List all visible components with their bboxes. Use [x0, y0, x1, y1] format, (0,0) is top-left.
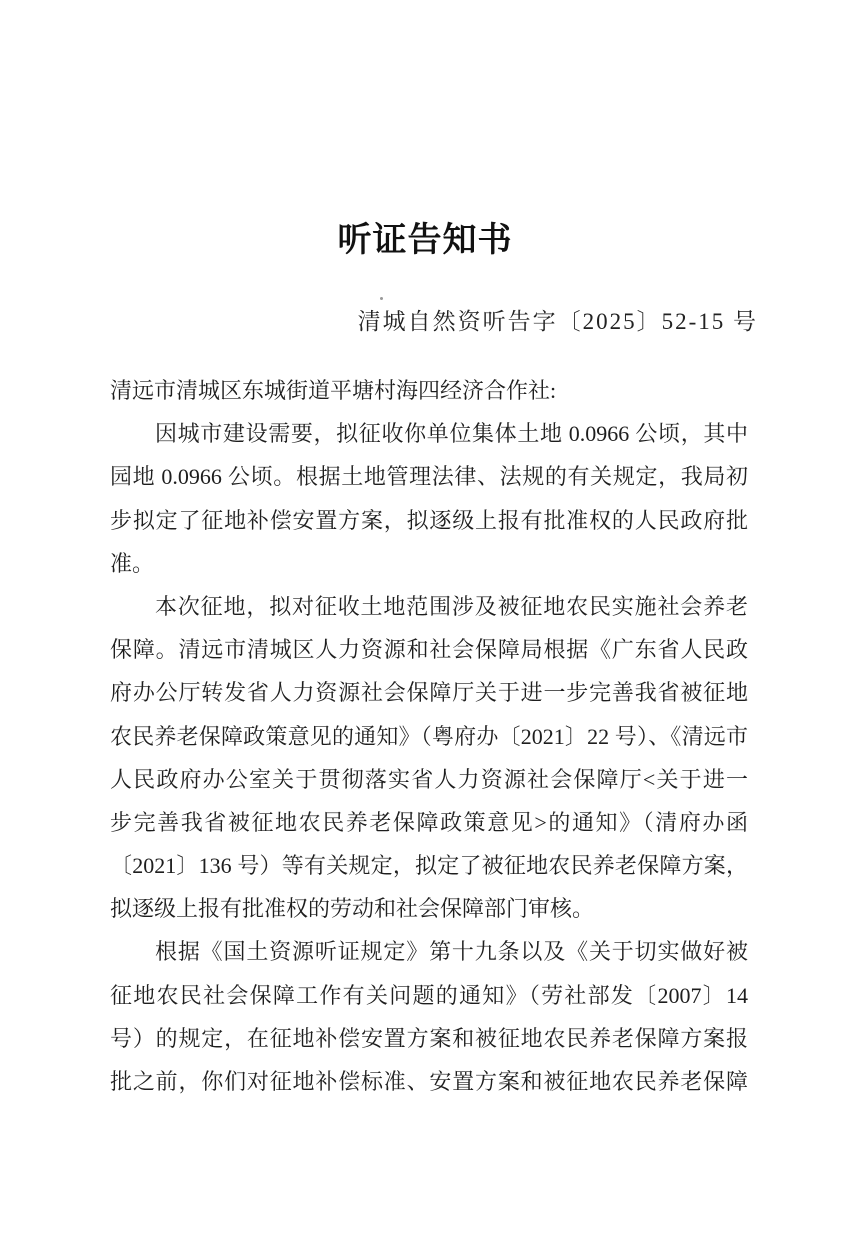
text-line: 本次征地，拟对征收土地范围涉及被征地农民实施社会养老: [155, 593, 748, 619]
text-line: 拟逐级上报有批准权的劳动和社会保障部门审核。: [110, 896, 595, 922]
text-line: 批之前，你们对征地补偿标准、安置方案和被征地农民养老保障: [110, 1069, 748, 1094]
text-line: 号）的规定，在征地补偿安置方案和被征地农民养老保障方案报: [110, 1025, 748, 1051]
text-line: 根据《国土资源听证规定》第十九条以及《关于切实做好被: [155, 939, 748, 965]
text-line: 府办公厅转发省人力资源社会保障厅关于进一步完善我省被征地: [110, 680, 748, 706]
text-line: 征地农民社会保障工作有关问题的通知》（劳社部发〔2007〕14: [110, 982, 748, 1008]
document-title: 听证告知书: [337, 222, 513, 259]
document-reference-number: 清城自然资听告字〔2025〕52-15 号: [357, 309, 758, 334]
text-line: 人民政府办公室关于贯彻落实省人力资源社会保障厅<关于进一: [110, 766, 748, 792]
text-line: 因城市建设需要，拟征收你单位集体土地 0.0966 公顷，其中: [155, 421, 748, 447]
text-line: 保障。清远市清城区人力资源和社会保障局根据《广东省人民政: [110, 637, 748, 663]
document-body: [110, 369, 748, 1103]
scan-speck-artifact: [380, 297, 383, 300]
text-line: 步完善我省被征地农民养老保障政策意见>的通知》（清府办函: [110, 809, 748, 835]
text-line: 园地 0.0966 公顷。根据土地管理法律、法规的有关规定，我局初: [110, 464, 748, 490]
text-line: 〔2021〕136 号）等有关规定，拟定了被征地农民养老保障方案，: [110, 853, 748, 879]
text-line: 清远市清城区东城街道平塘村海四经济合作社:: [110, 378, 557, 403]
text-line: 步拟定了征地补偿安置方案，拟逐级上报有批准权的人民政府批: [110, 507, 748, 533]
text-line: 农民养老保障政策意见的通知》（粤府办〔2021〕22 号）、《清远市: [110, 723, 748, 749]
text-line: 准。: [110, 550, 155, 576]
